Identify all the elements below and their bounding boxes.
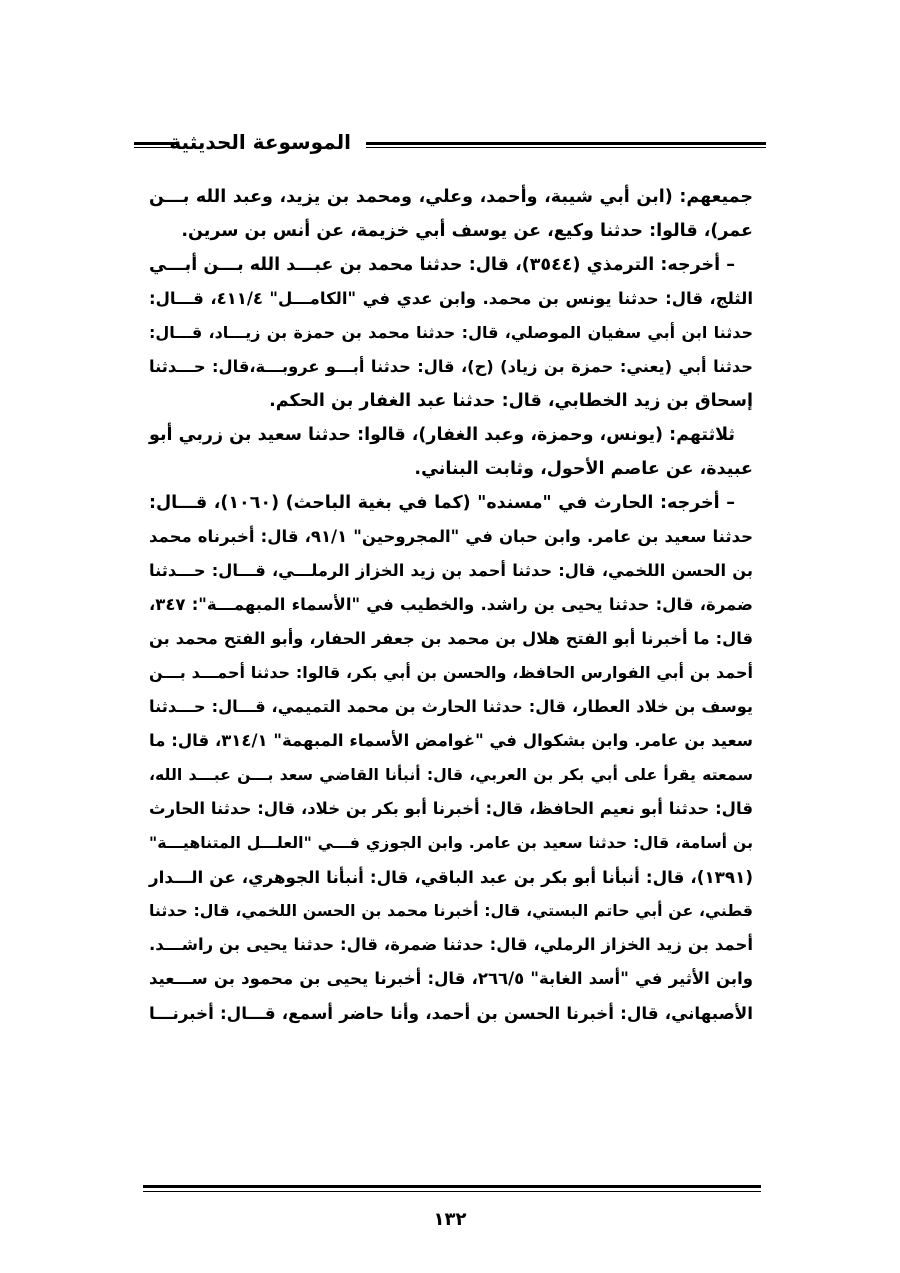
text-line-23: أحمد بن زيد الخزاز الرملي، قال: حدثنا ضمرة، قال: حدثنا يحيى بن راشـــد. (149, 935, 753, 954)
text-line-15: أحمد بن أبي الفوارس الحافظ، والحسن بن أبي بكر، قالوا: حدثنا أحمـــد بـــن (149, 663, 753, 682)
page-body (149, 180, 753, 1030)
footer-rule (143, 1185, 761, 1192)
text-line-14: قال: ما أخبرنا أبو الفتح هلال بن محمد بن جعفر الحفار، وأبو الفتح محمد بن (149, 629, 753, 648)
text-line-20: بن أسامة، قال: حدثنا سعيد بن عامر. وابن الجوزي فـــي "العلـــل المتناهيـــة" (149, 833, 753, 852)
text-line-21: (١٣٩١)، قال: أنبأنا أبو بكر بن عبد الباقي، قال: أنبأنا الجوهري، عن الـــدار (149, 867, 753, 887)
text-line-8: ثلاثتهم: (يونس، وحمزة، وعبد الغفار)، قالوا: حدثنا سعيد بن زربي أبو (149, 425, 735, 445)
text-line-17: سعيد بن عامر. وابن بشكوال في "غوامض الأسماء المبهمة" ٣١٤/١، قال: ما (149, 731, 753, 750)
text-line-22: قطني، عن أبي حاتم البستي، قال: أخبرنا محمد بن الحسن اللخمي، قال: حدثنا (149, 901, 753, 920)
text-line-9: عبيدة، عن عاصم الأحول، وثابت البناني. (414, 459, 753, 479)
text-line-18: سمعته يقرأ على أبي بكر بن العربي، قال: أنبأنا القاضي سعد بـــن عبـــد الله، (149, 765, 753, 784)
text-line-7: إسحاق بن زيد الخطابي، قال: حدثنا عبد الغفار بن الحكم. (269, 391, 753, 411)
text-line-2: عمر)، قالوا: حدثنا وكيع، عن يوسف أبي خزيمة، عن أنس بن سرين. (181, 221, 753, 241)
header-rule-right (366, 142, 766, 148)
text-line-19: قال: حدثنا أبو نعيم الحافظ، قال: أخبرنا أبو بكر بن خلاد، قال: حدثنا الحارث (149, 799, 753, 818)
text-line-11: حدثنا سعيد بن عامر. وابن حبان في "المجروحين" ٩١/١، قال: أخبرناه محمد (149, 527, 754, 546)
text-line-3: – أخرجه: الترمذي (٣٥٤٤)، قال: حدثنا محمد بن عبـــد الله بـــن أبـــي (149, 255, 735, 275)
text-line-1: جميعهم: (ابن أبي شيبة، وأحمد، وعلي، ومحمد بن يزيد، وعبد الله بـــن (149, 187, 753, 207)
text-line-16: يوسف بن خلاد العطار، قال: حدثنا الحارث بن محمد التميمي، قـــال: حـــدثنا (149, 697, 753, 716)
text-line-4: الثلج، قال: حدثنا يونس بن محمد. وابن عدي في "الكامـــل" ٤١١/٤، قـــال: (149, 289, 753, 308)
header-rule-left (134, 142, 176, 148)
text-line-24: وابن الأثير في "أسد الغابة" ٢٦٦/٥، قال: أخبرنا يحيى بن محمود بن ســـعيد (149, 969, 753, 988)
text-line-13: ضمرة، قال: حدثنا يحيى بن راشد. والخطيب في "الأسماء المبهمـــة": ٣٤٧، (149, 595, 753, 614)
running-header (134, 126, 766, 162)
text-line-5: حدثنا ابن أبي سفيان الموصلي، قال: حدثنا محمد بن حمزة بن زيـــاد، قـــال: (149, 323, 753, 342)
running-header-title: الموسوعة الحديثية (169, 130, 351, 154)
text-line-10: – أخرجه: الحارث في "مسنده" (كما في بغية الباحث) (١٠٦٠)، قـــال: (149, 493, 735, 513)
page-number: ١٣٢ (433, 1209, 467, 1230)
text-line-6: حدثنا أبي (يعني: حمزة بن زياد) (ح)، قال: حدثنا أبـــو عروبـــة،قال: حـــدثنا (149, 357, 753, 376)
text-line-25: الأصبهاني، قال: أخبرنا الحسن بن أحمد، وأنا حاضر أسمع، قـــال: أخبرنـــا (149, 1003, 753, 1023)
text-line-12: بن الحسن اللخمي، قال: حدثنا أحمد بن زيد الخزاز الرملـــي، قـــال: حـــدثنا (149, 561, 753, 580)
